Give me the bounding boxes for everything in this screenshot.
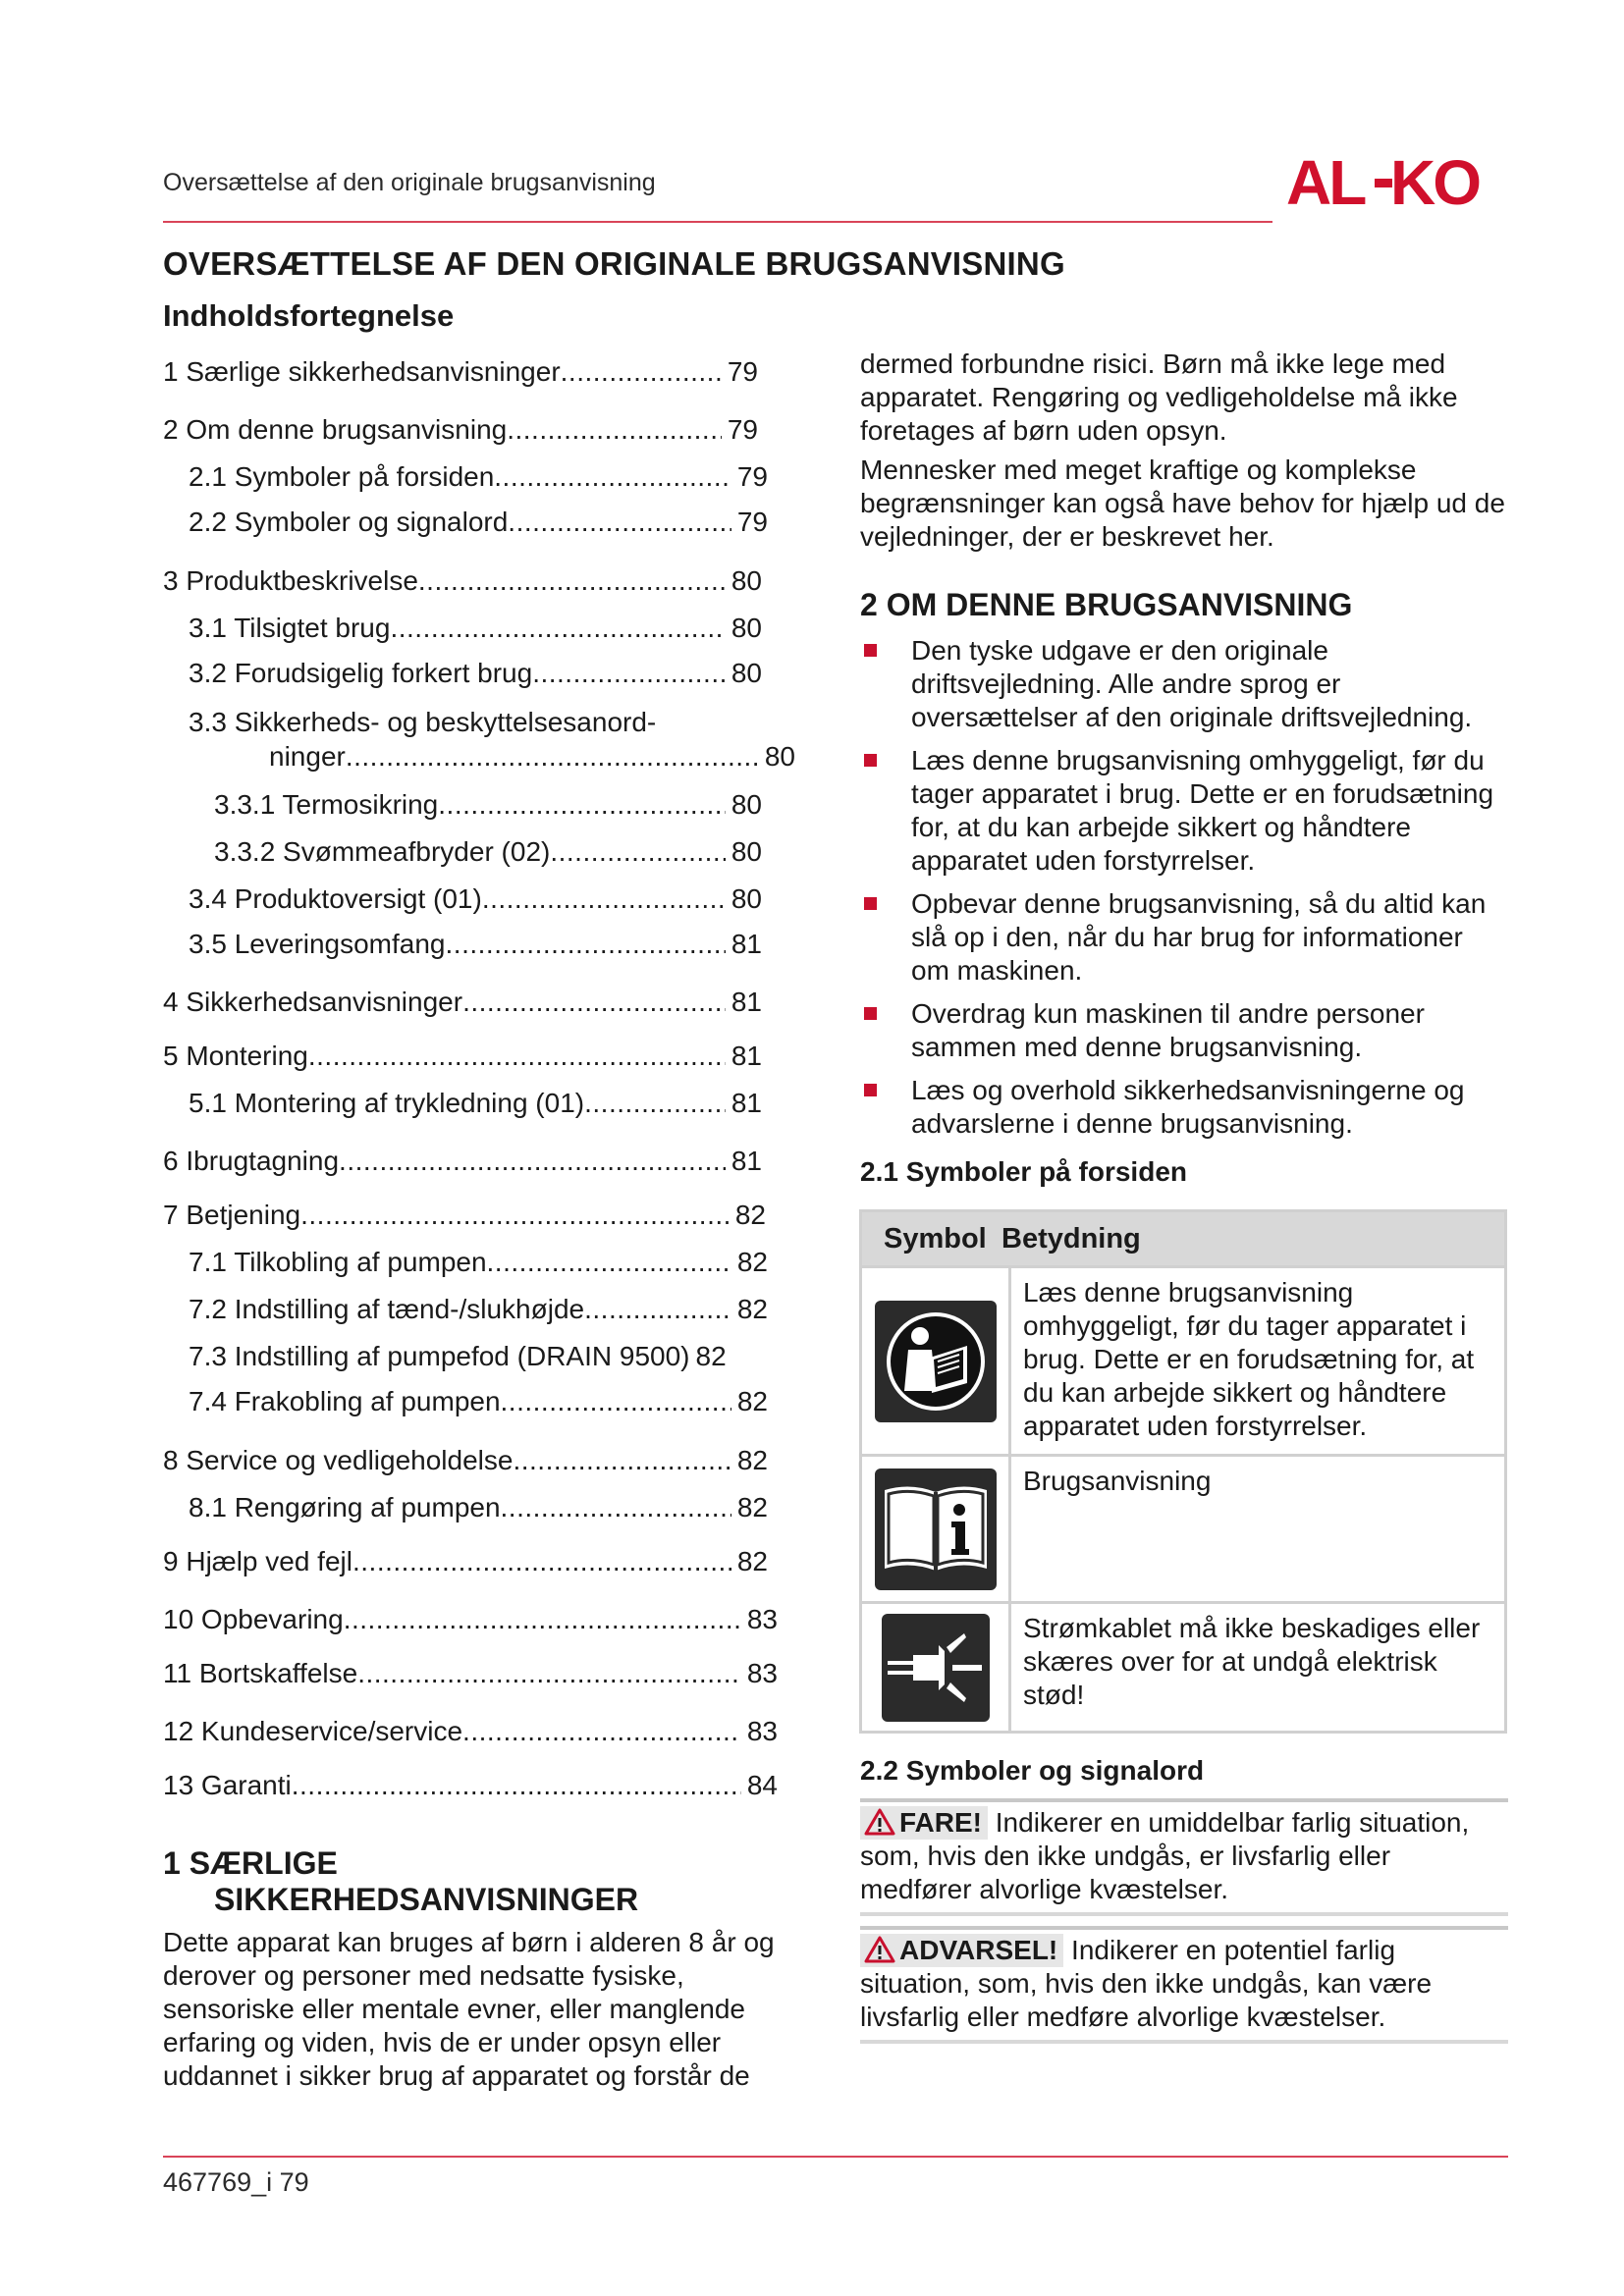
- toc-entry[interactable]: 9 Hjælp ved fejl ..... 82: [163, 1545, 768, 1578]
- signal-word: FARE!: [899, 1807, 982, 1838]
- toc-entry[interactable]: 8 Service og vedligeholdelse ..... 82: [163, 1444, 768, 1477]
- table-header: [862, 1212, 1504, 1265]
- list-item: Den tyske udgave er den originale driftsvejledning. Alle andre sprog er oversættelser af den originale driftsvejledning.: [860, 634, 1508, 734]
- toc-entry[interactable]: 4 Sikkerhedsanvisninger ..... 81: [163, 986, 762, 1019]
- symbol-meaning: Brugsanvisning: [1023, 1466, 1212, 1496]
- section1-heading-line2: SIKKERHEDSANVISNINGER: [214, 1882, 639, 1917]
- table-row: [862, 1601, 1504, 1731]
- toc-entry[interactable]: 3.2 Forudsigelig forkert brug ..... 80: [189, 657, 762, 690]
- toc-entry[interactable]: 11 Bortskaffelse ..... 83: [163, 1657, 778, 1690]
- column-header-symbol: Symbol: [884, 1222, 987, 1255]
- toc-entry[interactable]: 6 Ibrugtagning ..... 81: [163, 1145, 762, 1178]
- bullet-square-icon: [864, 754, 877, 767]
- symbol-meaning: Læs denne brugsanvisning omhyggeligt, før du tager apparatet i brug. Dette er en forudsætning for, at du kan arbejde sikkert og håndtere apparatet uden forstyrrelser.: [1023, 1277, 1475, 1441]
- cut-cable-icon: [882, 1614, 990, 1722]
- signal-word: ADVARSEL!: [899, 1935, 1058, 1965]
- toc-entry[interactable]: 3.3.1 Termosikring ..... 80: [214, 788, 762, 822]
- section2-heading: 2 OM DENNE BRUGSANVISNING: [860, 587, 1353, 622]
- list-item: Læs og overhold sikkerhedsanvisningerne og advarslerne i denne brugsanvisning.: [860, 1074, 1508, 1141]
- toc-entry[interactable]: 7.4 Frakobling af pumpen ..... 82: [189, 1385, 768, 1418]
- header-title: Oversættelse af den originale brugsanvisning: [163, 169, 656, 196]
- toc-entry[interactable]: 3 Produktbeskrivelse ..... 80: [163, 564, 762, 598]
- bullet-square-icon: [864, 644, 877, 657]
- section1-heading-line1: 1 SÆRLIGE: [163, 1845, 338, 1881]
- toc-entry[interactable]: 5 Montering ..... 81: [163, 1040, 762, 1073]
- warning-triangle-icon: [864, 1936, 895, 1963]
- toc-entry[interactable]: 12 Kundeservice/service ..... 83: [163, 1715, 778, 1748]
- toc-entry[interactable]: 1 Særlige sikkerhedsanvisninger ..... 79: [163, 355, 758, 389]
- toc-entry[interactable]: 7.1 Tilkobling af pumpen ..... 82: [189, 1246, 768, 1279]
- footer-divider: [163, 2156, 1508, 2158]
- footer-doc-number: 467769_i 79: [163, 2167, 309, 2197]
- bullet-square-icon: [864, 1084, 877, 1096]
- bullet-square-icon: [864, 1007, 877, 1020]
- toc-entry[interactable]: 7 Betjening ..... 82: [163, 1199, 766, 1232]
- toc-entry[interactable]: 8.1 Rengøring af pumpen ..... 82: [189, 1491, 768, 1524]
- toc-entry[interactable]: 2 Om denne brugsanvisning ..... 79: [163, 413, 758, 447]
- section1-heading: [163, 1845, 638, 1918]
- warning-triangle-icon: [864, 1808, 895, 1836]
- toc-entry[interactable]: 7.2 Indstilling af tænd-/slukhøjde ..... 82: [189, 1293, 768, 1326]
- toc-entry[interactable]: 13 Garanti ..... 84: [163, 1769, 778, 1802]
- toc-entry[interactable]: 3.3 Sikkerheds- og beskyttelsesanord-: [189, 707, 657, 737]
- subsection-2-2-heading: 2.2 Symboler og signalord: [860, 1755, 1205, 1786]
- list-item: Læs denne brugsanvisning omhyggeligt, før du tager apparatet i brug. Dette er en forudsætning for, at du kan arbejde sikkert og håndtere apparatet uden forstyrrelser.: [860, 744, 1508, 878]
- section1-paragraph2: Mennesker med meget kraftige og komplekse begrænsninger kan også have behov for hjælp ud de vejledninger, der er beskrevet her.: [860, 454, 1505, 552]
- toc-entry[interactable]: ninger ..... 80: [269, 740, 795, 774]
- svg-text:AL: AL: [1286, 153, 1365, 212]
- list-item: Overdrag kun maskinen til andre personer sammen med denne brugsanvisning.: [860, 997, 1508, 1064]
- subsection-2-1-heading: 2.1 Symboler på forsiden: [860, 1156, 1187, 1187]
- toc-entry[interactable]: 3.5 Leveringsomfang ..... 81: [189, 928, 762, 961]
- section1-body: Dette apparat kan bruges af børn i alderen 8 år og derover og personer med nedsatte fysiske, sensoriske eller mentale evner, eller manglende erfaring og viden, hvis de er under opsyn eller uddannet i sikker brug af apparatet og forstår de: [163, 1927, 775, 2091]
- table-row: [862, 1265, 1504, 1454]
- header-divider: [163, 221, 1272, 223]
- toc-entry[interactable]: 7.3 Indstilling af pumpefod (DRAIN 9500) 82: [189, 1341, 727, 1371]
- signal-description: Indikerer en potentiel farlig situation, som, hvis den ikke undgås, kan være livsfarlig eller medføre alvorlige kvæstelser.: [860, 1935, 1433, 2032]
- section1-body-continued: dermed forbundne risici. Børn må ikke lege med apparatet. Rengøring og vedligeholdelse må ikke foretages af børn uden opsyn.: [860, 348, 1458, 446]
- toc-entry[interactable]: 2.1 Symboler på forsiden ..... 79: [189, 460, 768, 494]
- symbol-table: [859, 1209, 1507, 1734]
- symbol-meaning: Strømkablet må ikke beskadiges eller skæres over for at undgå elektrisk stød!: [1023, 1613, 1481, 1710]
- alko-logo: [1286, 153, 1502, 212]
- page-title: OVERSÆTTELSE AF DEN ORIGINALE BRUGSANVISNING: [163, 245, 1065, 282]
- toc-entry[interactable]: 5.1 Montering af trykledning (01) ..... 81: [189, 1087, 762, 1120]
- toc-title: Indholdsfortegnelse: [163, 298, 455, 333]
- list-item: Opbevar denne brugsanvisning, så du altid kan slå op i den, når du har brug for informationer om maskinen.: [860, 887, 1508, 988]
- signal-warning: [860, 1926, 1508, 2044]
- signal-danger: [860, 1798, 1508, 1916]
- toc-entry[interactable]: 3.4 Produktoversigt (01) ..... 80: [189, 882, 762, 916]
- section2-bullet-list: [860, 634, 1508, 1150]
- bullet-square-icon: [864, 897, 877, 910]
- manual-info-icon: [875, 1468, 997, 1590]
- toc-entry[interactable]: 10 Opbevaring ..... 83: [163, 1603, 778, 1636]
- table-row: [862, 1454, 1504, 1601]
- svg-text:KO: KO: [1390, 153, 1479, 212]
- toc-entry[interactable]: 3.3.2 Svømmeafbryder (02) ..... 80: [214, 835, 762, 869]
- toc-entry[interactable]: 3.1 Tilsigtet brug ..... 80: [189, 612, 762, 645]
- toc-entry[interactable]: 2.2 Symboler og signalord ..... 79: [189, 506, 768, 539]
- signal-description: Indikerer en umiddelbar farlig situation, som, hvis den ikke undgås, er livsfarlig eller medfører alvorlige kvæstelser.: [860, 1807, 1470, 1904]
- column-header-meaning: Betydning: [1001, 1222, 1141, 1255]
- read-manual-icon: [875, 1301, 997, 1422]
